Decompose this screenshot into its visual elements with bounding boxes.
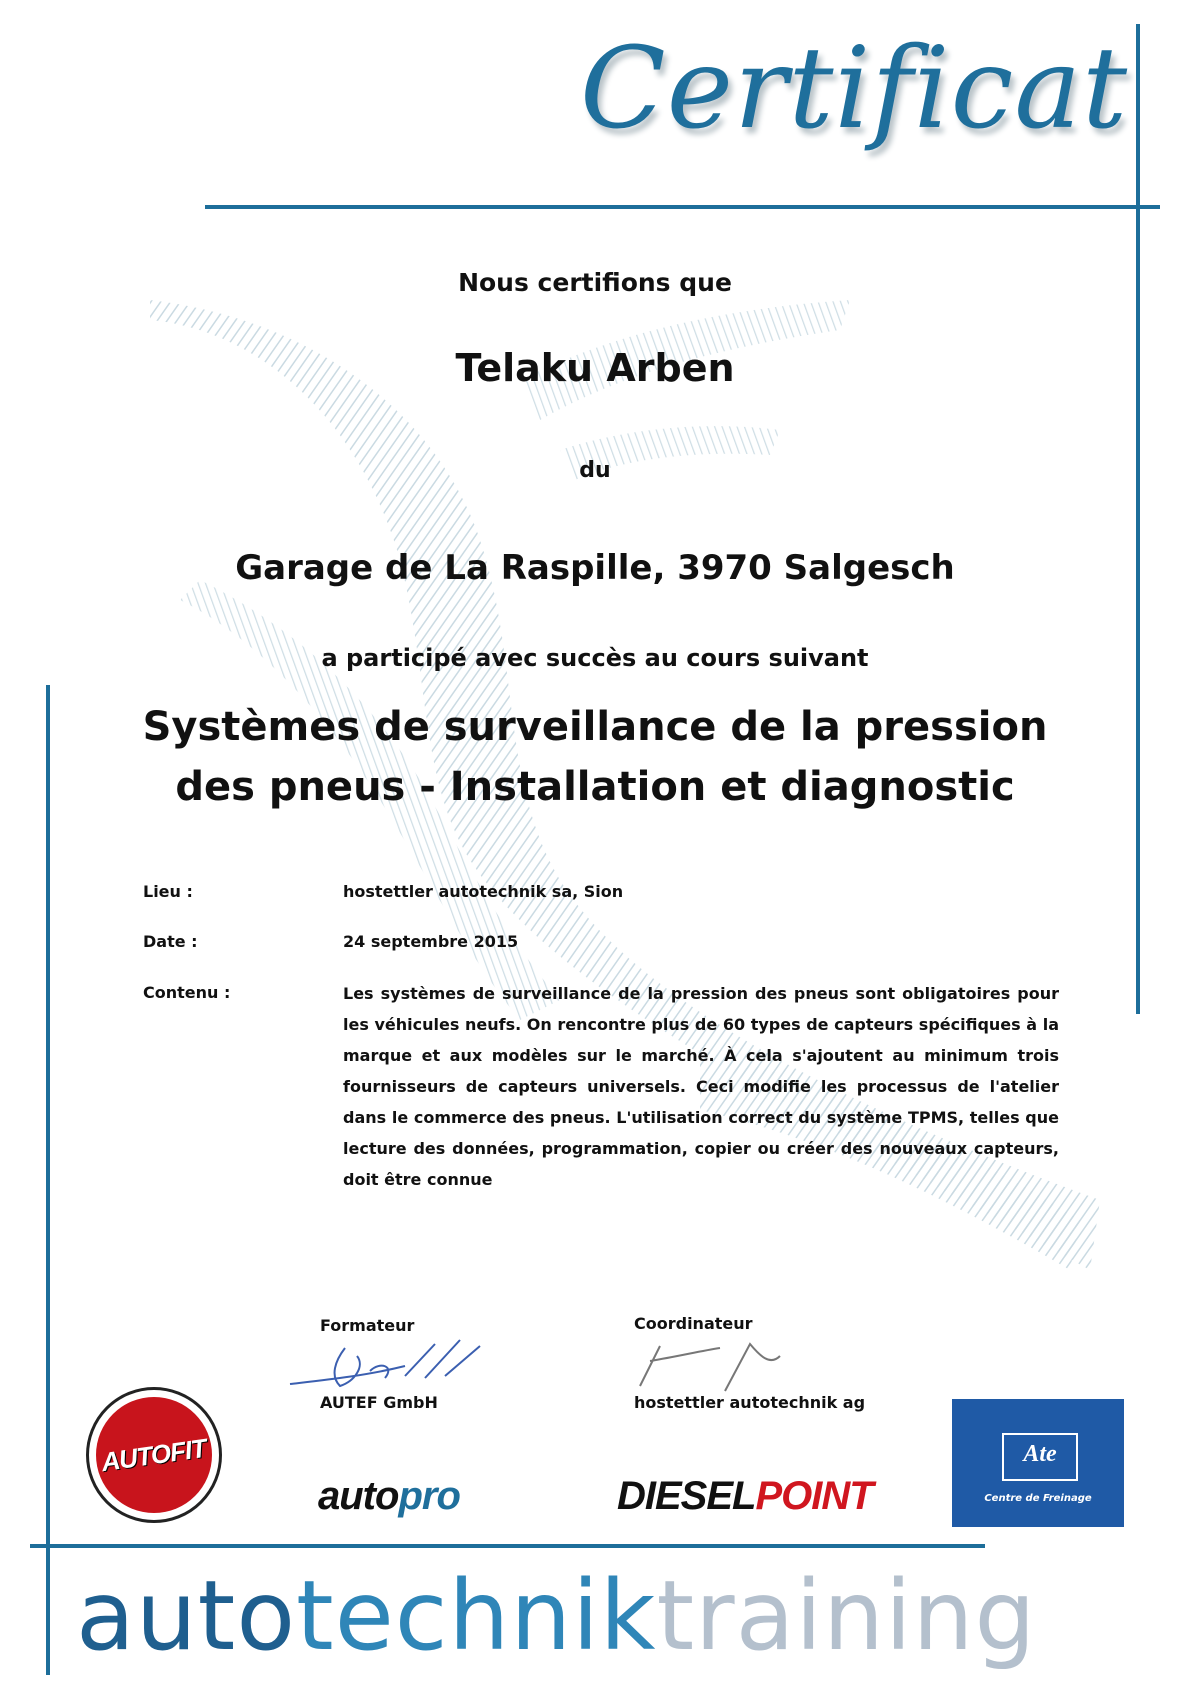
coordinator-signature	[630, 1336, 800, 1396]
course-title-line-1: Systèmes de surveillance de la pression	[142, 704, 1048, 750]
autofit-logo	[86, 1387, 222, 1523]
autofit-logo-text: AUTOFIT	[99, 1432, 209, 1477]
right-vertical-rule	[1136, 24, 1140, 1014]
participation-text: a participé avec succès au cours suivant	[321, 644, 869, 672]
course-title-line-2: des pneus - Installation et diagnostic	[175, 764, 1015, 810]
contenu-label: Contenu :	[143, 983, 231, 1002]
ate-logo-name: Ate	[1023, 1441, 1057, 1467]
autopro-logo: autopro	[318, 1474, 460, 1518]
ate-logo	[952, 1399, 1124, 1527]
lieu-value: hostettler autotechnik sa, Sion	[343, 882, 624, 901]
organization-name: Garage de La Raspille, 3970 Salgesch	[235, 548, 955, 588]
certificate-title: Certificat	[580, 24, 1129, 154]
contenu-value: Les systèmes de surveillance de la pression des pneus sont obligatoires pour les véhicules neufs. On rencontre plus de 60 types de capteurs spécifiques à la marque et aux modèles sur le marché. À cela s'ajoutent au minimum trois fournisseurs de capteurs universels. Ceci modifie les processus de l'atelier dans le commerce des pneus. L'utilisation correct du système TPMS, telles que lecture des données, programmation, copier ou créer des nouveaux capteurs, doit être connue	[343, 984, 1059, 1189]
date-label: Date :	[143, 932, 198, 951]
trainer-signature	[285, 1336, 495, 1396]
bottom-horizontal-rule	[30, 1544, 985, 1548]
trainer-organization: AUTEF GmbH	[320, 1393, 438, 1412]
trainer-title: Formateur	[320, 1316, 415, 1335]
dieselpoint-logo: DIESELPOINT	[617, 1474, 873, 1518]
from-word: du	[579, 458, 611, 483]
coordinator-title: Coordinateur	[634, 1314, 753, 1333]
date-value: 24 septembre 2015	[343, 932, 519, 951]
intro-text: Nous certifions que	[458, 268, 732, 297]
top-horizontal-rule	[205, 205, 1160, 209]
left-vertical-rule	[46, 685, 50, 1675]
coordinator-organization: hostettler autotechnik ag	[634, 1393, 866, 1412]
lieu-label: Lieu :	[143, 882, 193, 901]
ate-logo-subtitle: Centre de Freinage	[984, 1493, 1092, 1504]
recipient-name: Telaku Arben	[455, 346, 735, 390]
autotechniktraining-brand: autotechniktraining	[76, 1560, 1037, 1672]
